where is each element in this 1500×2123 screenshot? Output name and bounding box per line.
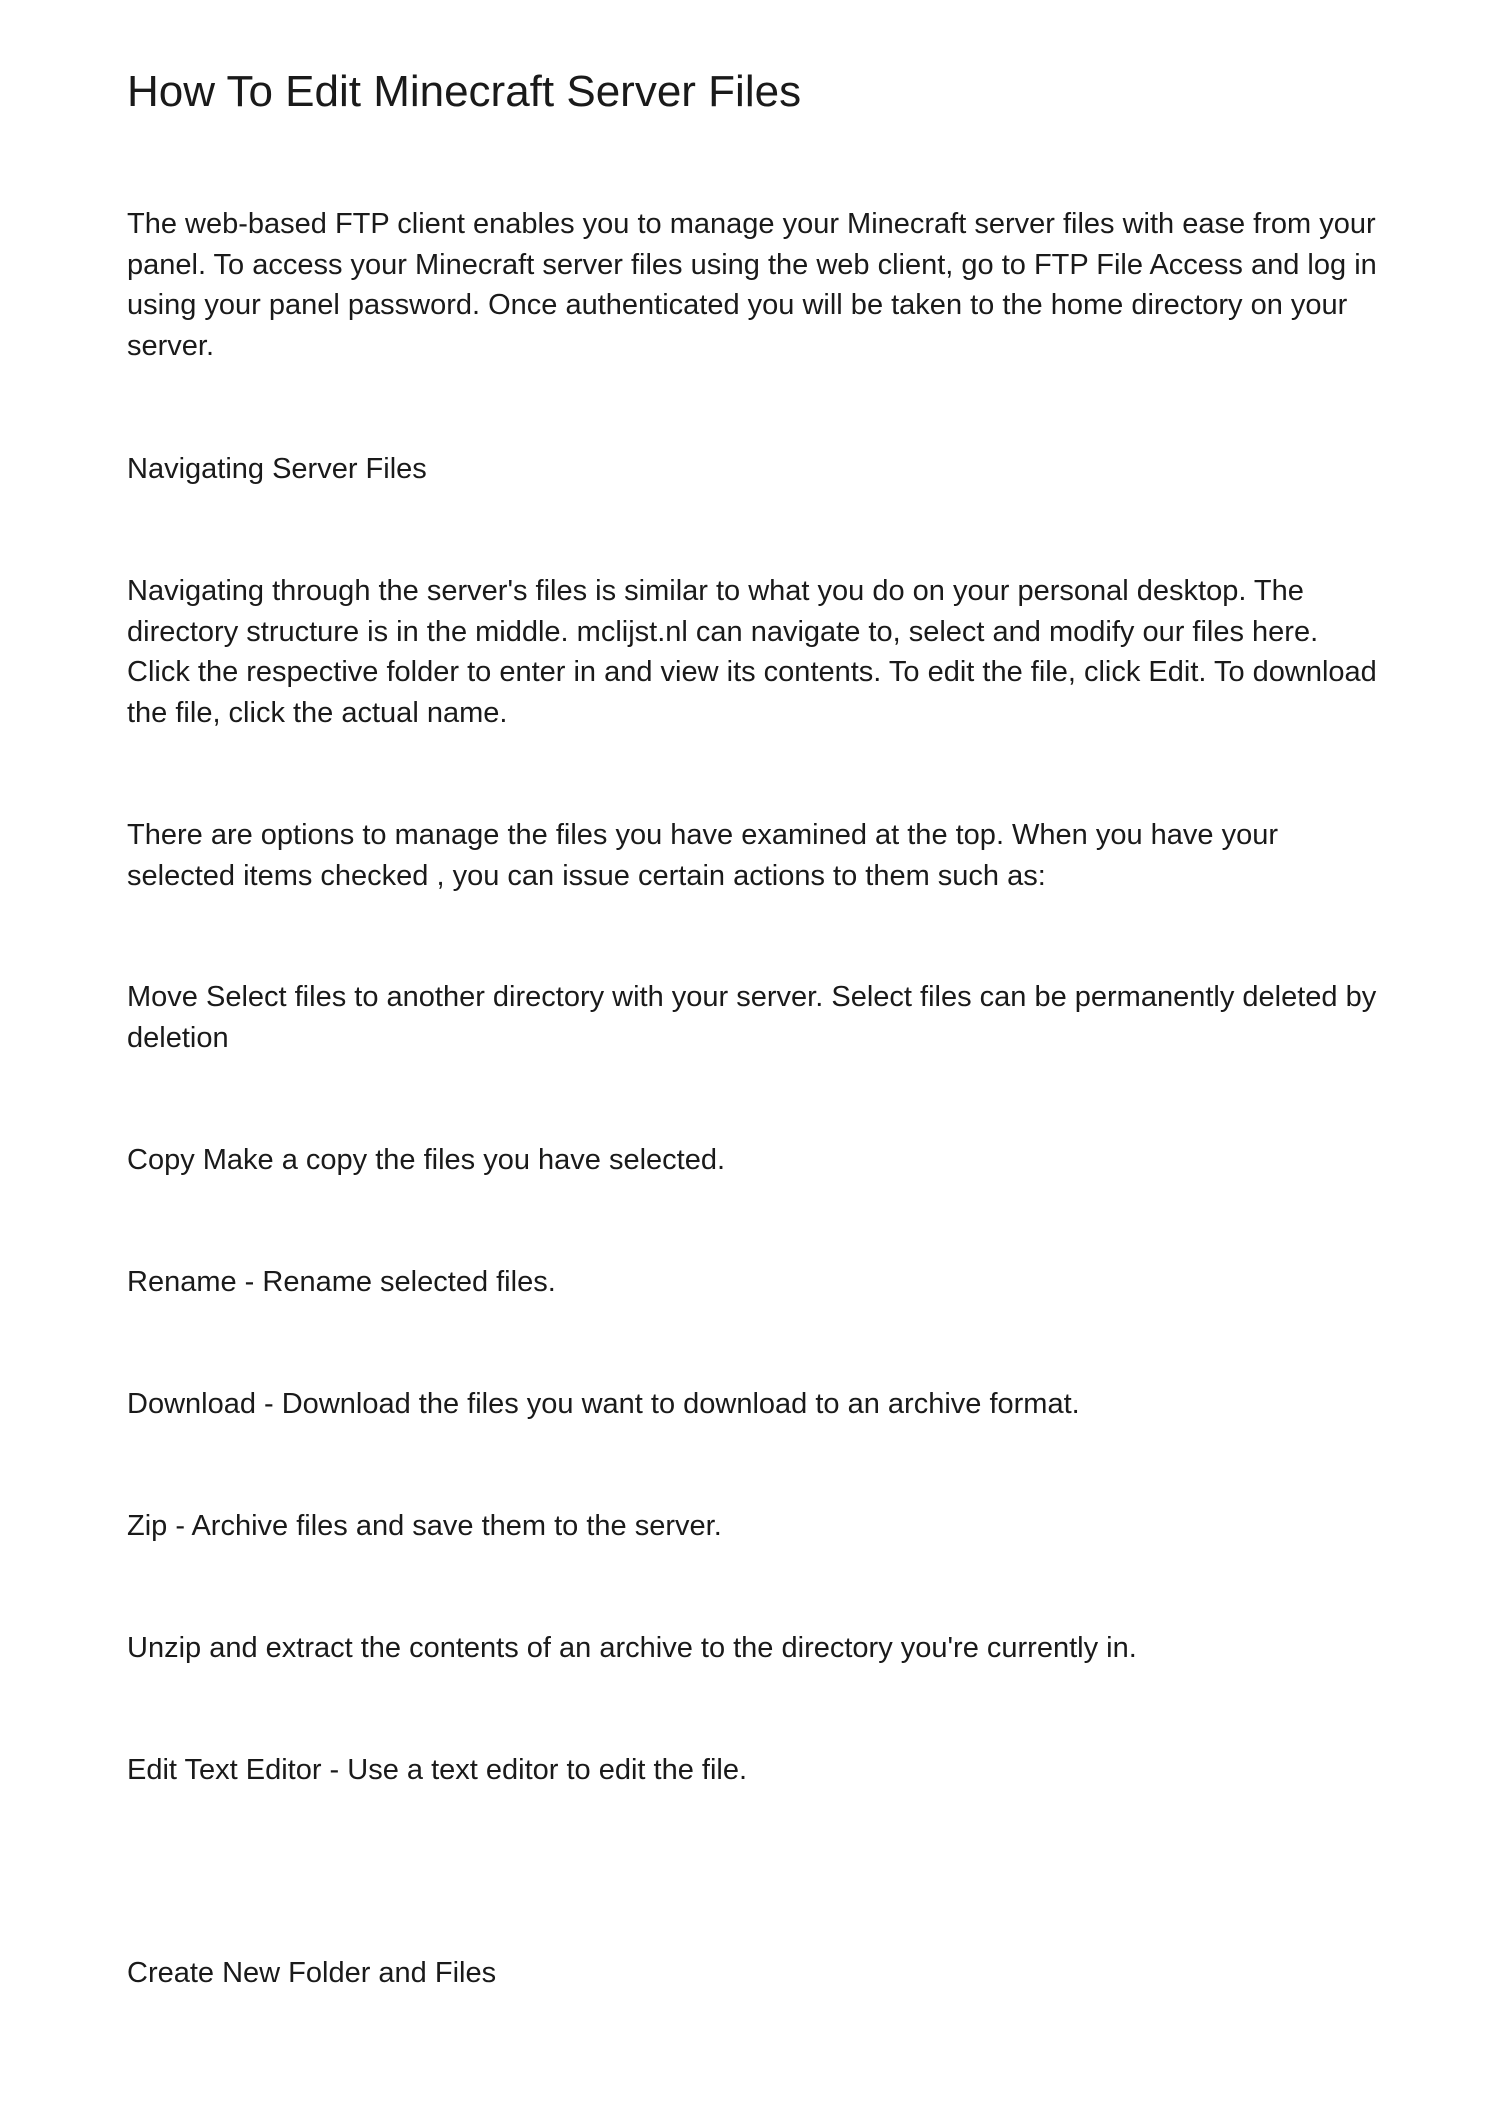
download-action-paragraph: Download - Download the files you want to download to an archive format. <box>127 1388 1080 1420</box>
edit-action-paragraph: Edit Text Editor - Use a text editor to edit the file. <box>127 1754 748 1786</box>
move-action-paragraph: Move Select files to another directory with your server. Select files can be permanently deleted by deletion <box>127 981 1377 1054</box>
navigating-paragraph: Navigating through the server's files is similar to what you do on your personal desktop. The directory structure is in the middle. mclijst.nl can navigate to, select and modify our files here. Click the respective folder to enter in and view its contents. To edit the file, click Edit. To download the file, click the actual name. <box>127 575 1377 729</box>
rename-action-paragraph: Rename - Rename selected files. <box>127 1266 556 1298</box>
unzip-action-paragraph: Unzip and extract the contents of an archive to the directory you're currently in. <box>127 1632 1137 1664</box>
copy-action-paragraph: Copy Make a copy the files you have selected. <box>127 1144 726 1176</box>
section-heading-create: Create New Folder and Files <box>127 1957 497 1989</box>
options-paragraph: There are options to manage the files you have examined at the top. When you have your selected items checked , you can issue certain actions to them such as: <box>127 819 1279 892</box>
intro-paragraph: The web-based FTP client enables you to manage your Minecraft server files with ease from your panel. To access your Minecraft server files using the web client, go to FTP File Access and log in using your panel password. Once authenticated you will be taken to the home directory on your server. <box>127 208 1377 362</box>
section-heading-navigating: Navigating Server Files <box>127 453 427 485</box>
zip-action-paragraph: Zip - Archive files and save them to the server. <box>127 1510 722 1542</box>
page-title: How To Edit Minecraft Server Files <box>127 67 802 116</box>
